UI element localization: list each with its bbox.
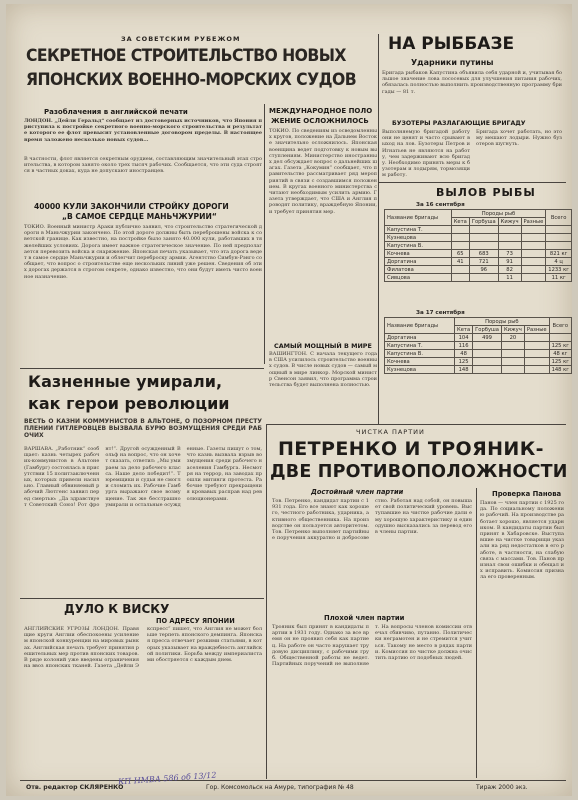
table-row: Кочнева 65 683 73 821 кг (385, 250, 572, 258)
party-kicker: ЧИСТКА ПАРТИИ (356, 428, 425, 436)
col-header: Кижуч (501, 326, 524, 334)
col-group-header: Породы рыб (451, 210, 546, 218)
fishing-headline: НА РЫББАЗЕ (388, 34, 515, 54)
col-group-header: Породы рыб (455, 318, 550, 326)
catch-table-title: ВЫЛОВ РЫБЫ (436, 186, 536, 199)
archive-stamp: КП НМВА 586 об 13/12 (117, 770, 217, 787)
article-body-naval-2: В частности, флот является секретным орудием, составляющим значительный этап строительства, в котором занято около трех тысяч рабочих. Сообщается, что эти суда строятся в частных доках, куда не допускают иностранцев. (24, 156, 262, 175)
main-headline-line1: СЕКРЕТНОЕ СТРОИТЕЛЬСТВО НОВЫХ (26, 46, 346, 66)
table-row: Капустина Т. 116 125 кг (385, 342, 572, 350)
dulles-headline: ДУЛО К ВИСКУ (64, 602, 170, 616)
party-body-worthy: Тов. Петренко, кандидат партии с 1931 года. Его все знают как хорошего, честного работника, ударника, активного общественника. На производстве он пользуется авторитетом. Тов. Петренко выполняет партийные поручения аккуратно и добросовестно. Работая над собой, он повышает свой политический уровень. Выступавшие на чистке рабочие дали ему хорошую характеристику и единодушно высказались за перевод его в члены партии. (272, 498, 472, 542)
col-header: Кета (451, 218, 469, 226)
catch-table-1 (384, 209, 572, 282)
intl-subhead-mightiest: САМЫЙ МОЩНЫЙ В МИРЕ (274, 342, 372, 350)
col-name-header: Название бригады (385, 318, 455, 334)
intl-article-body: ТОКИО. По сведениям из осведомленных кругов, положение на Дальнем Востоке значительно осложнилось. Японская военщина ведет подготовку к новым выступлениям. Министерство иностранных дел обсуждает вопрос о дальнейших шагах. Газета „Кокумин“ сообщает, что правительство рассматривает ряд мероприятий в связи с создавшимся положением. В кругах военного министерства считают необходимым усилить армию. Газета утверждает, что США и Англия проводят политику, враждебную Японии, и требует принятия мер. (269, 128, 377, 215)
main-headline-line2: ЯПОНСКИХ ВОЕННО-МОРСКИХ СУДОВ (26, 70, 357, 90)
section-kicker: ЗА СОВЕТСКИМ РУБЕЖОМ (121, 35, 241, 43)
party-subhead-worthy: Достойный член партии (311, 488, 404, 496)
table1-date: За 16 сентября (416, 202, 465, 208)
party-headline-line2: ДВЕ ПРОТИВОПОЛОЖНОСТИ (270, 462, 568, 482)
catch-table-2 (384, 317, 572, 374)
newspaper-page (6, 4, 572, 796)
table2-date: За 17 сентября (416, 310, 465, 316)
subhead-coolies-line1: 40000 КУЛИ ЗАКОНЧИЛИ СТРОЙКУ ДОРОГИ (34, 202, 229, 211)
col-header: Кижуч (498, 218, 521, 226)
executed-headline-line1: Казненные умирали, (28, 372, 223, 391)
table-row: Филатова 96 82 1233 кг (385, 266, 572, 274)
col-header: Разные (521, 218, 546, 226)
col-name-header: Название бригады (385, 210, 452, 226)
executed-lead: ВЕСТЬ О КАЗНИ КОММУНИСТОВ В АЛЬТОНЕ, О ПОЗОРНОМ ПРЕСТУПЛЕНИИ ГИТЛЕРОВЦЕВ ВЫЗВАЛА БУРЮ ВОЗМУЩЕНИЯ СРЕДИ РАБОЧИХ (24, 418, 262, 439)
col-total-header: Всего (546, 210, 572, 226)
fishing-body-2: Выполняемую бригадой работу они не ценят и часто срывают выход на лов. Бузотеры Петров и Игнатьев не являются на работу, чем задерживают всю бригаду. Необходимо принять меры к бузотерам и лодырям, тормозящим работу. (382, 129, 470, 179)
table-row: Кузнецова (385, 234, 572, 242)
executed-body: ВАРШАВА. „Работник“ сообщает: казнь четырех рабочих-коммунистов в Альтоне (Гамбург) состоялась в присутствии 15 политзаключенных, которых привели насильно. Главный обвиняемый рабочий Лютгенс заявил перед смертью: „Да здравствует Советский Союз! Рот фронт!“. Другой осужденный Вольф на вопрос, что он хочет сказать, ответил: „Мы умираем за дело рабочего класса. Наше дело победит!“. Тюремщики и судьи не смогли сломить их. Рабочие Гамбурга выражают свое возмущение. Так же бесстрашно умирали и остальные осужденные. Газеты пишут о том, что казнь вызвала взрыв возмущения среди рабочего населения Гамбурга. Несмотря на террор, на заводах прошли митинги протеста. Рабочие требуют прекращения кровавых расправ над революционерами. (24, 446, 262, 508)
table-row: Сивцова 11 11 кг (385, 274, 572, 282)
intl-article-body-2: ВАШИНГТОН. С начала текущего года в США усилилось строительство военных судов. В числе новых судов — самый мощный в мире линкор. Морской министр Свенсон заявил, что программа строительства будет выполнена полностью. (269, 351, 377, 389)
col-total-header: Всего (549, 318, 571, 334)
party-subhead-panov: Проверка Панова (492, 490, 562, 498)
col-header: Горбуша (469, 218, 498, 226)
table-row: Капустина Т. (385, 226, 572, 234)
table-row: Доргатина 104 499 20 (385, 334, 572, 342)
fishing-body: Бригада рыбаков Капустина объявила себя ударной и, учитывая большое значение лова лососевых для улучшения питания рабочих, обязалась полностью выполнить производственную программу бригады — 81 т. (382, 70, 562, 95)
fishing-subhead: Ударники путины (411, 58, 494, 67)
col-header: Кета (455, 326, 473, 334)
subhead-english-press: Разоблачения в английской печати (44, 108, 188, 116)
footer-editor: Отв. редактор СКЛЯРЕНКО (26, 784, 124, 791)
intl-headline-line1: МЕЖДУНАРОДНОЕ ПОЛО (269, 107, 373, 115)
article-body-coolies: ТОКИО. Военный министр Араки публично заявил, что строительство стратегической дороги в Маньчжурии закончено. По этой дороге должны быть переброшены войска к советской границе. Как известно, на постройке было занято 40.000 кули, работавших в тяжелейших условиях. Дорога имеет важное стратегическое значение. По ней предполагается перевозить войска и снаряжение. Японская печать указывает, что эта дорога ведет в самое сердце Маньчжурии и облегчит переброску армии. Агентство Симбун-Рэнго сообщает, что вопрос о строительстве еще нескольких линий уже решен. Сведения об этих дорогах держатся в строгом секрете, однако известно, что они будут иметь чисто военное назначение. (24, 224, 262, 280)
footer-print-run: Тираж 2000 экз. (476, 784, 528, 791)
subhead-coolies-line2: „В САМОЕ СЕРДЦЕ МАНЬЧЖУРИИ“ (62, 212, 217, 221)
footer-city: Гор. Комсомольск на Амуре, типография № 48 (206, 784, 354, 791)
table-row: Кузнецова 148 148 кг (385, 366, 572, 374)
dulles-subhead: ПО АДРЕСУ ЯПОНИИ (156, 617, 235, 625)
executed-headline-line2: как герои революции (28, 394, 230, 413)
intl-headline-line2: ЖЕНИЕ ОСЛОЖНИЛОСЬ (271, 117, 369, 125)
party-subhead-bad: Плохой член партии (324, 614, 405, 622)
party-headline-line1: ПЕТРЕНКО И ТРОЯНИК- (278, 438, 544, 460)
col-header: Разные (524, 326, 549, 334)
party-body-panov: Панов — член партии с 1925 года. По социальному положению рабочий. На производстве работает хорошо, является ударником. В кандидаты партии был принят в Хабаровске. Выступавшие на чистке товарищи указали на ряд недостатков в его работе, в частности, на слабую связь с массами. Тов. Панов признал свои ошибки и обещал их исправить. Комиссия признала его проверенным. (480, 500, 564, 581)
table-row: Доргатина 41 721 91 4 ц (385, 258, 572, 266)
fishing-subhead-2: БУЗОТЕРЫ РАЗЛАГАЮЩИЕ БРИГАДУ (392, 120, 526, 127)
table-row: Капустина В. 48 48 кг (385, 350, 572, 358)
party-body-bad: Трояник был принят в кандидаты партии в 1931 году. Однако за все время он не проявил себя как партиец. На работе он часто нарушает трудовую дисциплину, с рабочими груб. Общественной работы не ведет. Партийных поручений не выполняет. На вопросы членов комиссии отвечал сбивчиво, путанно. Политически неграмотен и не стремится учиться. Такому не место в рядах партии. Комиссия по чистке должна очистить партию от подобных людей. (272, 624, 472, 668)
table-row: Капустина В. (385, 242, 572, 250)
fishing-body-2b: Бригада хочет работать, но этому мешают лодыри. Нужно бузотеров шугнуть. (476, 129, 562, 148)
table-row: Кочнева 125 125 кг (385, 358, 572, 366)
article-body-naval: ЛОНДОН. „Дейли Геральд“ сообщает из достоверных источников, что Япония приступила к постройке секретного военно-морского строительства и результате которого ее флот превысит установленные договором пределы. В настоящее время заложено несколько новых судов... (24, 118, 262, 143)
col-header: Горбуша (473, 326, 502, 334)
dulles-body: АНГЛИЙСКИЕ УГРОЗЫ ЛОНДОН. Правящие круги Англии обеспокоены усилением японской конкуренции на мировых рынках. Английская печать требует принятия решительных мер против японских товаров. В ряде колоний уже введены ограничения на ввоз японских тканей. Газета „Дейли Экспресс“ пишет, что Англия не может больше терпеть японского демпинга. Японская пресса отвечает резкими статьями, в которых указывает на враждебность английской политики. Борьба между империалистами обостряется с каждым днем. (24, 626, 262, 670)
